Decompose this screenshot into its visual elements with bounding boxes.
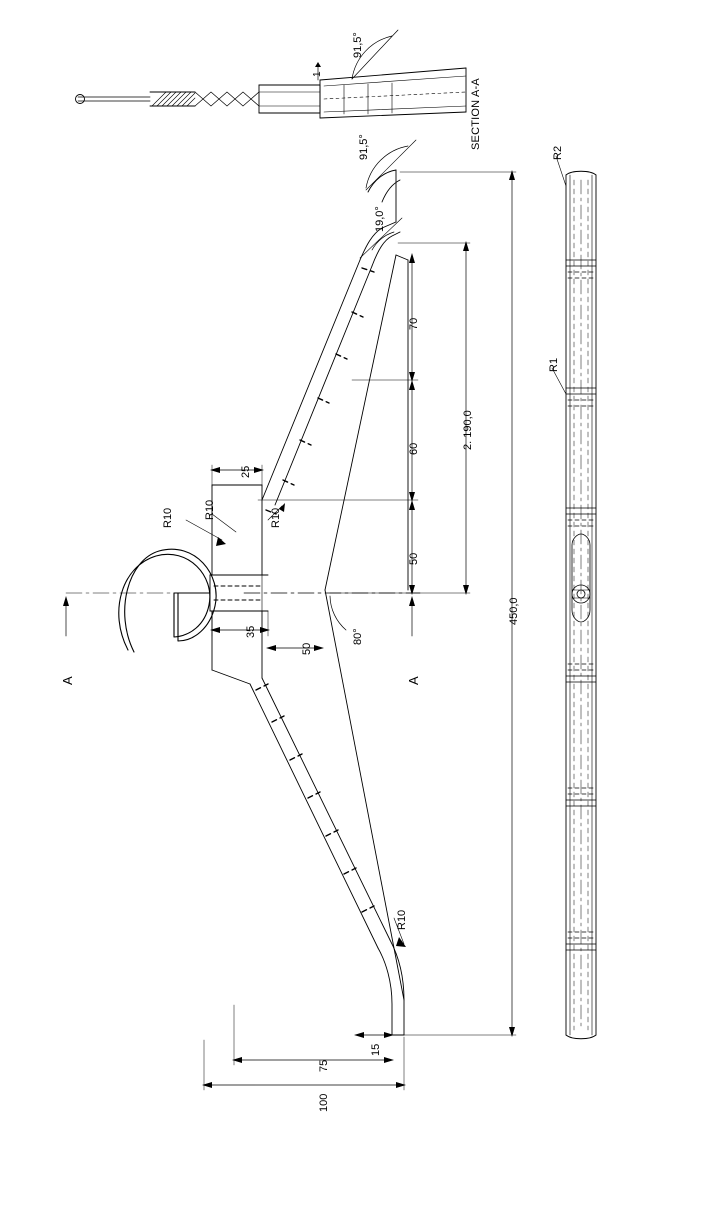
section-title: SECTION A-A <box>470 78 482 150</box>
radius-r10-d: R10 <box>396 909 408 930</box>
dim-2x190: 2. 190,0 <box>462 410 474 450</box>
dim-50-hook: 50 <box>301 642 313 655</box>
thickness-1: 1 <box>312 71 323 77</box>
section-mark-right: A <box>406 676 421 685</box>
dim-100: 100 <box>318 1093 330 1112</box>
radius-r10-a: R10 <box>162 507 174 528</box>
dim-75: 75 <box>318 1059 330 1072</box>
radius-r1-side: R1 <box>548 357 560 372</box>
dim-15: 15 <box>370 1043 382 1056</box>
angle-80: 80° <box>352 628 364 645</box>
section-view <box>76 30 467 118</box>
dim-70: 70 <box>408 317 420 330</box>
radius-r10-c: R10 <box>270 507 282 528</box>
radius-r2-side: R2 <box>552 145 564 160</box>
side-view <box>552 156 596 1039</box>
dim-35: 35 <box>245 625 257 638</box>
section-mark-left: A <box>60 676 75 685</box>
dim-25: 25 <box>240 465 252 478</box>
main-view <box>63 140 516 1090</box>
dim-50: 50 <box>408 552 420 565</box>
angle-91-5-section: 91,5° <box>352 32 364 58</box>
dim-60: 60 <box>408 442 420 455</box>
radius-r10-b: R10 <box>204 499 216 520</box>
dim-450: 450,0 <box>508 597 520 625</box>
angle-19-0: 19,0° <box>374 206 386 232</box>
angle-91-5-main: 91,5° <box>358 134 370 160</box>
